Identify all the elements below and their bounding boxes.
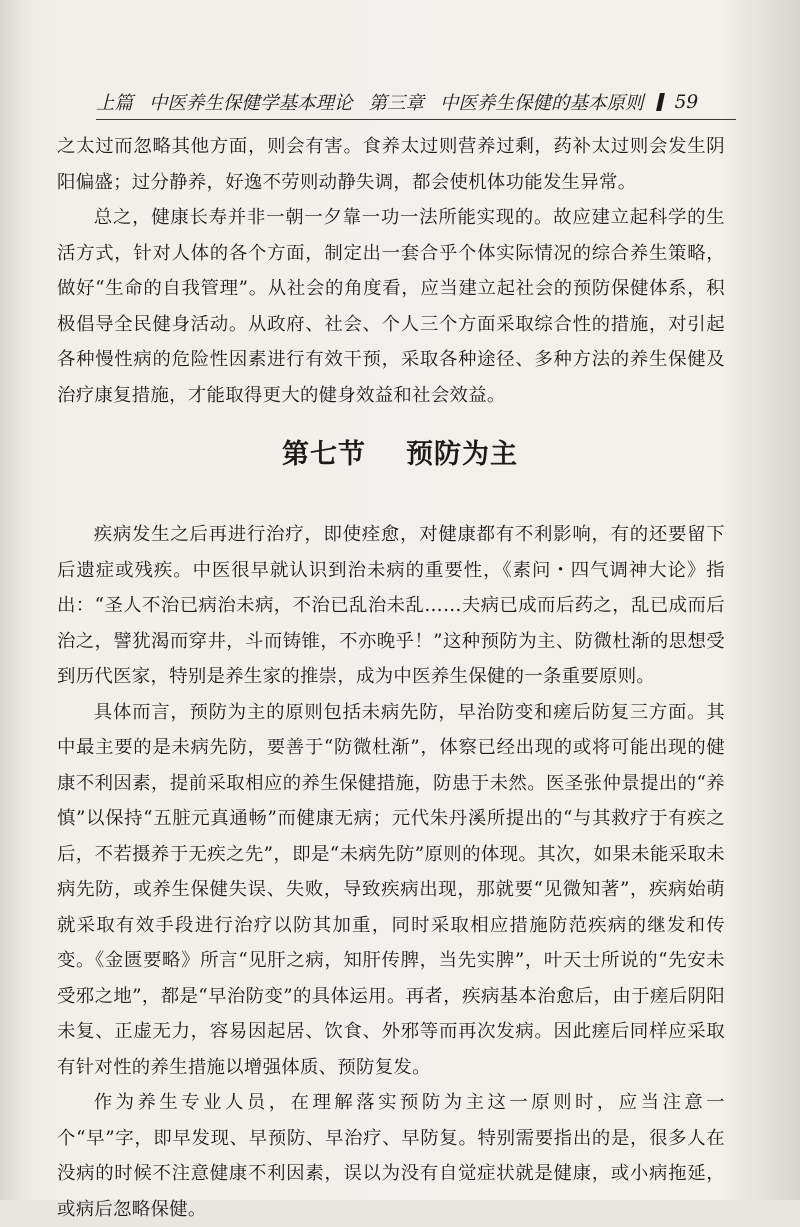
page-number: 59: [674, 91, 699, 113]
paragraph-summary: 总之，健康长寿并非一朝一夕靠一功一法所能实现的。故应建立起科学的生活方式，针对人体的各个方面，制定出一套合乎个体实际情况的综合养生策略，做好“生命的自我管理”。从社会的角度看，应当建立起社会的预防保健体系，积极倡导全民健身活动。从政府、社会、个人三个方面采取综合性的措施，对引起各种慢性病的危险性因素进行有效干预，采取各种途径、多种方法的养生保健及治疗康复措施，才能取得更大的健身效益和社会效益。: [57, 207, 725, 406]
paragraph-intro: 疾病发生之后再进行治疗，即使痊愈，对健康都有不利影响，有的还要留下后遗症或残疾。中医很早就认识到治未病的重要性，《素问・四气调神大论》指出：“圣人不治已病治未病，不治已乱治未乱……夫病已成而后药之，乱已成而后治之，譬犹渴而穿井，斗而铸锥，不亦晚乎！”这种预防为主、防微杜渐的思想受到历代医家，特别是养生家的推崇，成为中医养生保健的一条重要原则。: [57, 524, 725, 687]
paragraph-principles: 具体而言，预防为主的原则包括未病先防，早治防变和瘥后防复三方面。其中最主要的是未病先防，要善于“防微杜渐”，体察已经出现的或将可能出现的健康不利因素，提前采取相应的养生保健措施，防患于未然。医圣张仲景提出的“养慎”以保持“五脏元真通畅”而健康无病；元代朱丹溪所提出的“与其救疗于有疾之后，不若摄养于无疾之先”，即是“未病先防”原则的体现。其次，如果未能采取未病先防，或养生保健失误、失败，导致疾病出现，那就要“见微知著”，疾病始萌就采取有效手段进行治疗以防其加重，同时采取相应措施防范疾病的继发和传变。《金匮要略》所言“见肝之病，知肝传脾，当先实脾”，叶天士所说的“先安未受邪之地”，都是“早治防变”的具体运用。再者，疾病基本治愈后，由于瘥后阴阳未复、正虚无力，容易因起居、饮食、外邪等而再次发病。因此瘥后同样应采取有针对性的养生措施以增强体质、预防复发。: [57, 701, 725, 1078]
section-title: 预防为主: [406, 439, 518, 470]
header-chapter-title: 中医养生保健的基本原则: [440, 93, 644, 114]
header-separator-bar: [656, 93, 665, 111]
running-header: [96, 82, 736, 122]
header-part: 上篇: [96, 93, 134, 114]
section-number: 第七节: [282, 439, 366, 470]
header-chapter: 第三章: [368, 93, 425, 114]
header-theory: 中医养生保健学基本理论: [149, 93, 353, 114]
section-heading: [0, 432, 800, 471]
paragraph-continuation: 之太过而忽略其他方面，则会有害。食养太过则营养过剩，药补太过则会发生阴阳偏盛；过分静养，好逸不劳则动静失调，都会使机体功能发生异常。: [57, 136, 725, 193]
top-text-block: [57, 129, 725, 413]
header-rule: [96, 119, 736, 120]
paragraph-practitioners: 作为养生专业人员，在理解落实预防为主这一原则时，应当注意一个“早”字，即早发现、早预防、早治疗、早防复。特别需要指出的是，很多人在没病的时候不注意健康不利因素，误以为没有自觉症状就是健康，或小病拖延，或病后忽略保健。: [57, 1092, 725, 1220]
section-text-block: [57, 517, 725, 1227]
